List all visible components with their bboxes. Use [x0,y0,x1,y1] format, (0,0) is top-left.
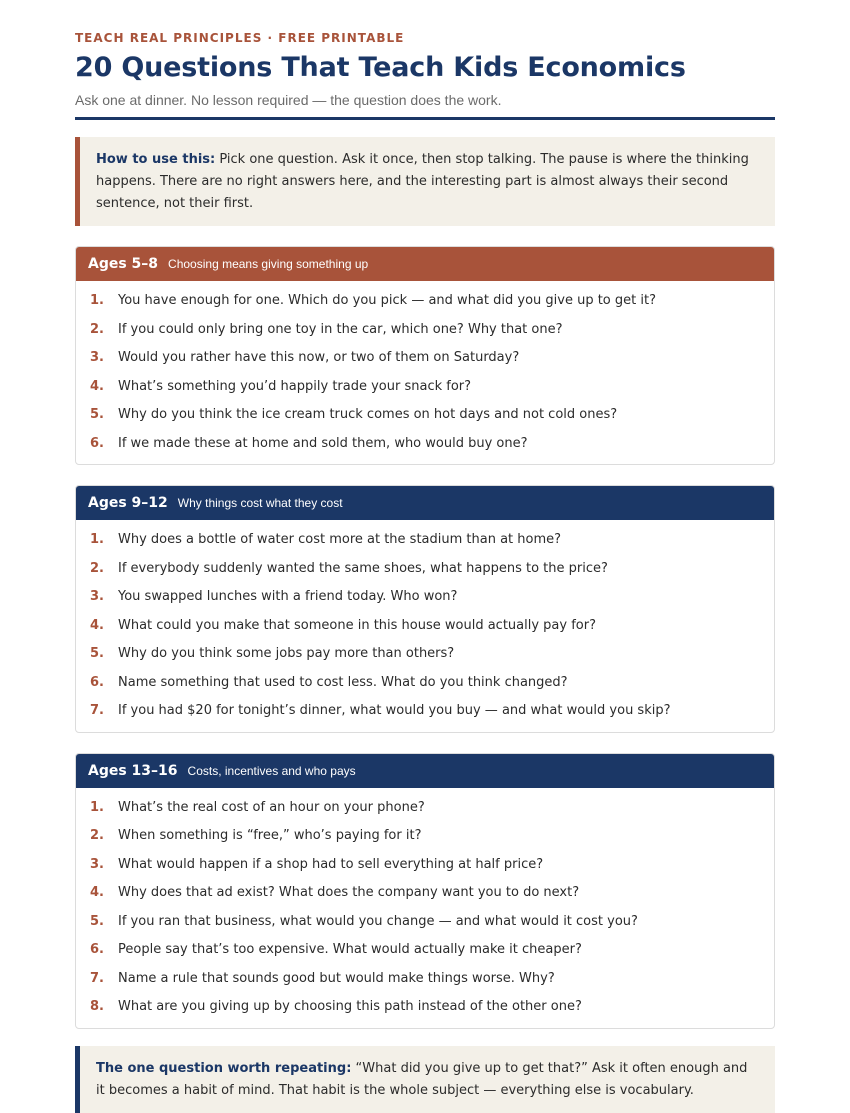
question-number: 8. [90,999,104,1014]
question-item [76,879,774,908]
question-list [76,788,774,1028]
question-number: 2. [90,560,104,576]
section-header [76,754,774,788]
question-list [76,281,774,464]
section-ages-9-12 [75,485,775,733]
question-item [76,555,774,584]
question-number: 7. [90,970,104,986]
question-number: 1. [90,532,104,547]
question-list [76,520,774,732]
question-item [76,612,774,641]
question-item [76,401,774,430]
repeat-question-text: “What did you give up to get that?” Ask it often enough and it becomes a habit of mind. That habit is the whole subject — everything else is vocabulary. [96,1060,748,1098]
question-number: 4. [90,378,104,394]
section-header [76,247,774,281]
how-to-text: Pick one question. Ask it once, then stop talking. The pause is where the thinking happens. There are no right answers here, and the interesting part is almost always their second sentence, not their first. [96,152,749,211]
question-number: 6. [90,942,104,957]
question-item [76,316,774,345]
section-ages: Ages 13–16 [88,762,178,779]
how-to-label: How to use this: [96,152,216,167]
printable-page [75,0,775,1113]
question-text: You have enough for one. Which do you pick — and what did you give up to get it? [118,293,656,308]
question-text: When something is “free,” who’s paying for it? [118,828,422,843]
question-text: If you ran that business, what would you change — and what would it cost you? [118,913,638,929]
eyebrow-label: TEACH REAL PRINCIPLES · FREE PRINTABLE [75,31,405,45]
question-item [76,697,774,726]
question-number: 3. [90,856,104,872]
question-text: People say that’s too expensive. What would actually make it cheaper? [118,942,582,957]
question-text: What’s the real cost of an hour on your phone? [118,799,425,815]
question-number: 5. [90,407,104,422]
question-number: 4. [90,885,104,900]
page-subtitle: Ask one at dinner. No lesson required — the question does the work. [75,92,502,108]
question-text: If everybody suddenly wanted the same shoes, what happens to the price? [118,560,608,576]
section-ages-5-8 [75,246,775,465]
question-text: Would you rather have this now, or two of them on Saturday? [118,350,520,365]
question-item [76,344,774,373]
section-subtitle: Choosing means giving something up [168,257,369,271]
question-number: 1. [90,799,104,815]
section-ages-13-16 [75,753,775,1029]
question-number: 4. [90,617,104,633]
question-item [76,526,774,555]
question-text: What’s something you’d happily trade your snack for? [118,378,472,394]
question-item [76,908,774,937]
question-number: 2. [90,321,104,337]
question-text: Why does that ad exist? What does the company want you to do next? [118,885,580,900]
question-number: 6. [90,435,104,451]
question-text: Why do you think some jobs pay more than others? [118,646,455,661]
question-text: Name something that used to cost less. What do you think changed? [118,674,568,690]
question-number: 5. [90,913,104,929]
repeat-question-label: The one question worth repeating: [96,1060,352,1076]
question-number: 7. [90,703,104,718]
question-item [76,965,774,994]
section-ages: Ages 9–12 [88,495,168,511]
question-item [76,583,774,612]
repeat-question-callout [75,1046,775,1113]
section-subtitle: Why things cost what they cost [177,496,343,510]
question-item [76,936,774,965]
question-item [76,373,774,402]
question-text: What are you giving up by choosing this path instead of the other one? [118,999,582,1014]
question-item [76,640,774,669]
question-text: If you had $20 for tonight’s dinner, what would you buy — and what would you skip? [118,703,671,718]
section-ages: Ages 5–8 [88,256,159,272]
question-item [76,287,774,316]
question-text: What would happen if a shop had to sell everything at half price? [118,856,544,872]
page-title: 20 Questions That Teach Kids Economics [75,52,686,83]
title-divider [75,117,775,120]
how-to-callout [75,137,775,226]
question-text: What could you make that someone in this house would actually pay for? [118,617,596,633]
question-text: If you could only bring one toy in the car, which one? Why that one? [118,321,563,337]
question-text: If we made these at home and sold them, who would buy one? [118,435,528,451]
question-number: 3. [90,350,104,365]
question-item [76,993,774,1022]
question-text: You swapped lunches with a friend today. Who won? [118,589,458,604]
question-number: 3. [90,589,104,604]
question-text: Why do you think the ice cream truck comes on hot days and not cold ones? [118,407,618,422]
question-item [76,669,774,698]
question-number: 6. [90,674,104,690]
question-number: 5. [90,646,104,661]
question-item [76,430,774,459]
question-number: 1. [90,293,104,308]
question-item [76,851,774,880]
question-number: 2. [90,828,104,843]
question-text: Why does a bottle of water cost more at the stadium than at home? [118,532,562,547]
question-item [76,822,774,851]
question-item [76,794,774,823]
section-subtitle: Costs, incentives and who pays [187,763,356,778]
section-header [76,486,774,520]
question-text: Name a rule that sounds good but would make things worse. Why? [118,970,555,986]
